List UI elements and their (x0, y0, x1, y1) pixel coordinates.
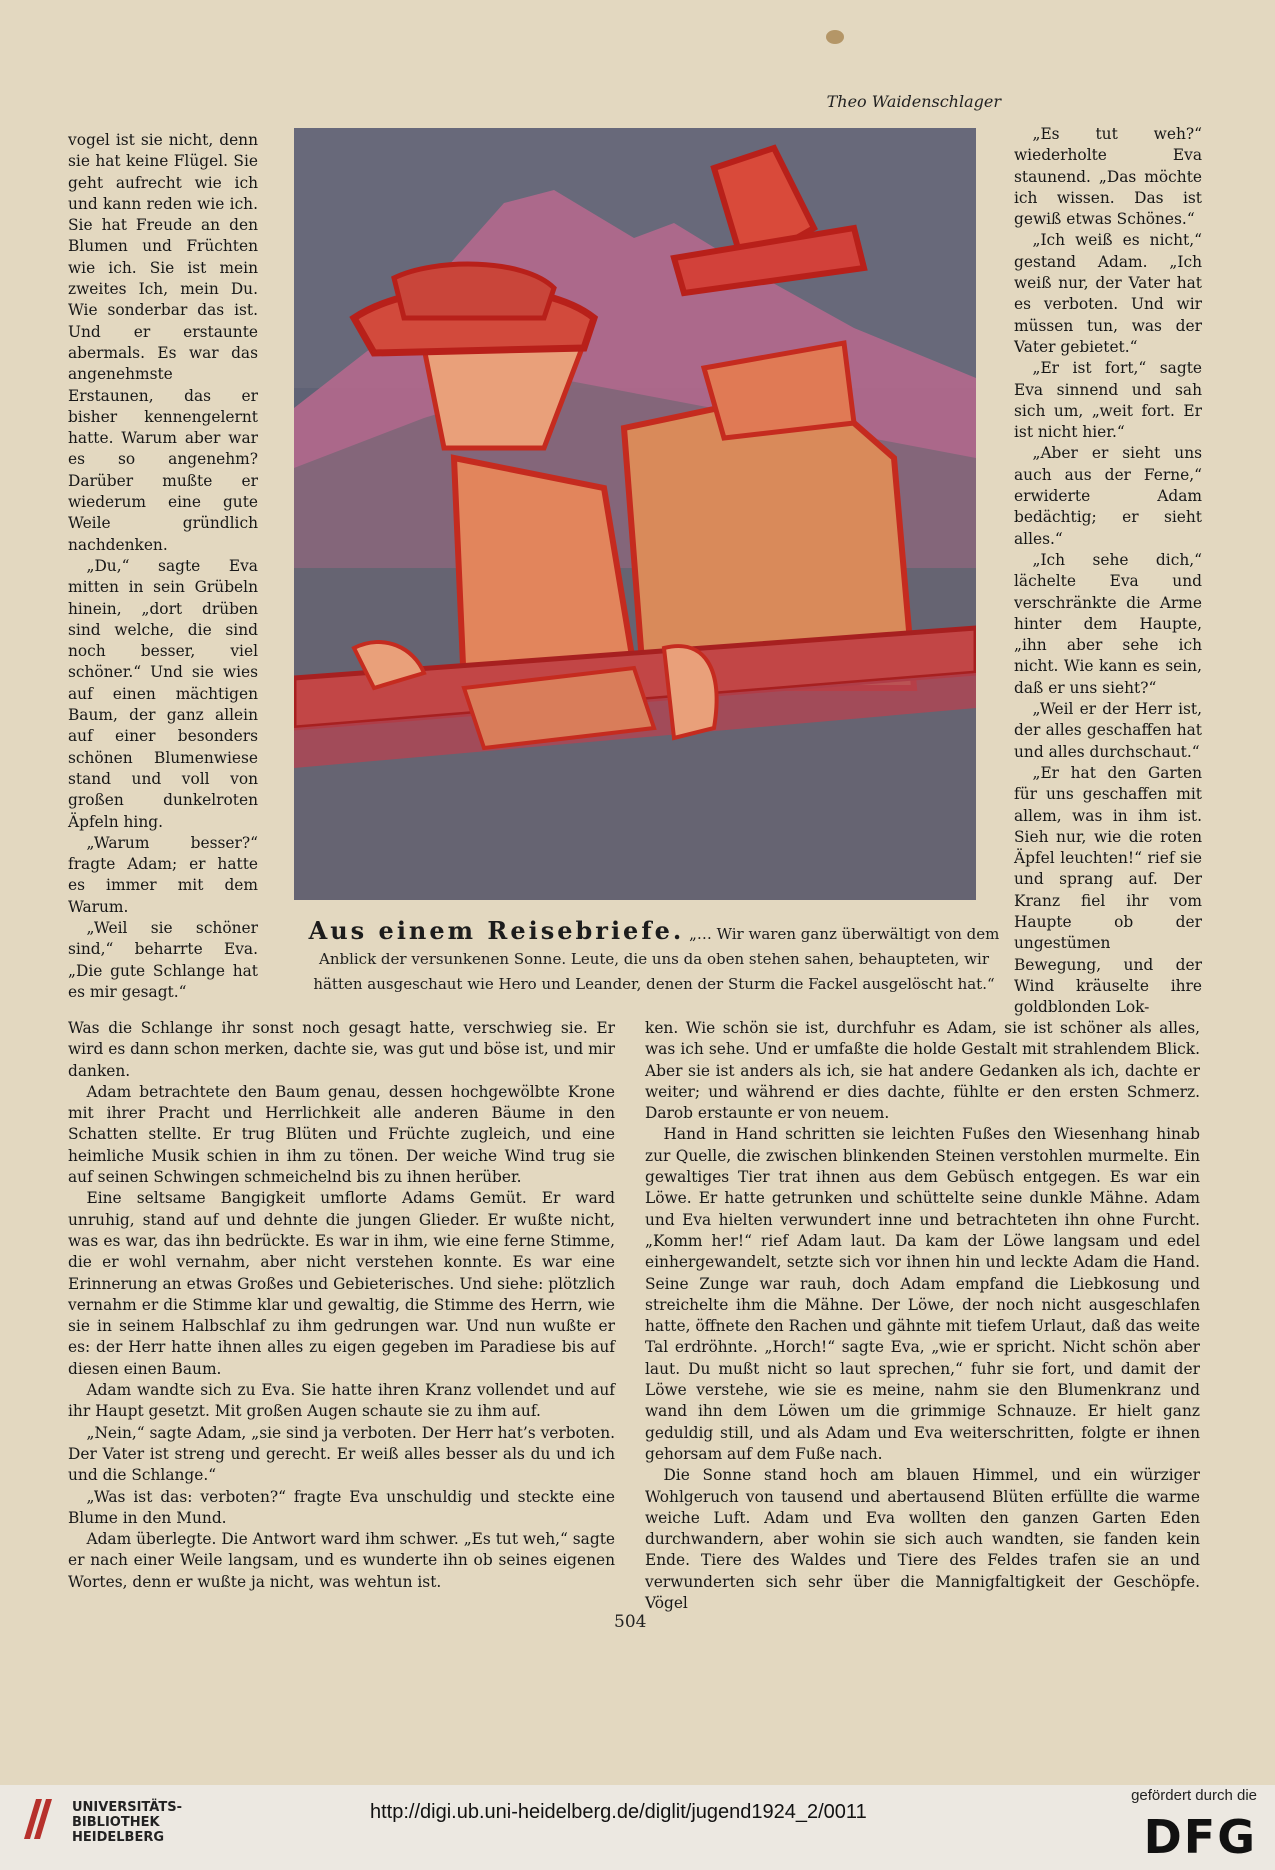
body-column-right (645, 1018, 1200, 1614)
paragraph: „Du,“ sagte Eva mitten in sein Grübeln hinein, „dort drüben sind welche, die sind noch besser, viel schöner.“ Und sie wies auf einen mächtigen Baum, der ganz allein auf einer besonders schönen Blumenwiese stand und voll von großen dunkelroten Äpfeln hing. (68, 556, 258, 831)
illustration-painting (294, 128, 976, 900)
paragraph: Eine seltsame Bangigkeit umflorte Adams Gemüt. Er ward unruhig, stand auf und dehnte die jungen Glieder. Er wußte nicht, was es war, das ihn bedrückte. Es war in ihm, wie eine ferne Stimme, die er wohl vernahm, aber nicht verstehen konnte. Es war eine Erinnerung an etwas Großes und Gebieterisches. Und siehe: plötzlich vernahm er die Stimme klar und gewaltig, die Stimme des Herrn, wie sie in seinem Halbschlaf zu ihm gedrungen war. Und nun wußte er es: der Herr hatte ihnen alles zu eigen gegeben im Paradiese bis auf diesen einen Baum. (68, 1189, 615, 1378)
paper-stain (826, 30, 844, 44)
paragraph: „Aber er sieht uns auch aus der Ferne,“ erwiderte Adam bedächtig; er sieht alles.“ (1014, 444, 1202, 548)
library-line: HEIDELBERG (72, 1830, 165, 1845)
paragraph: Adam überlegte. Die Antwort ward ihm schwer. „Es tut weh,“ sagte er nach einer Weile langsam, und es wunderte ihn ob seines eigenen Wortes, denn er wußte ja nicht, was wehtun ist. (68, 1530, 615, 1591)
dfg-logo[interactable]: DFG (1143, 1810, 1257, 1864)
paragraph: Die Sonne stand hoch am blauen Himmel, und ein würziger Wohlgeruch von tausend und abertausend Blüten erfüllte die warme weiche Luft. Adam und Eva wollten den ganzen Garten Eden durchwandern, aber wohin sie sich auch wandten, sie fanden kein Ende. Tiere des Waldes und Tiere des Feldes trafen sie an und verwunderten sich sehr über die Mannigfaltigkeit der Geschöpfe. Vögel (645, 1466, 1200, 1613)
paragraph: „Warum besser?“ fragte Adam; er hatte es immer mit dem Warum. (68, 833, 258, 916)
paragraph: „Nein,“ sagte Adam, „sie sind ja verboten. Der Herr hat’s verboten. Der Vater ist streng und gerecht. Er weiß alles besser als du und ich und die Schlange.“ (68, 1423, 615, 1485)
library-name[interactable] (72, 1800, 182, 1845)
source-url-link[interactable]: http://digi.ub.uni-heidelberg.de/diglit/jugend1924_2/0011 (370, 1801, 867, 1823)
funded-by-label: gefördert durch die (1131, 1787, 1257, 1804)
illustration-caption (294, 918, 1014, 997)
paragraph: „Er hat den Garten für uns geschaffen mit allem, was in ihm ist. Sieh nur, wie die roten Äpfel leuchten!“ rief sie und sprang auf. Der Kranz fiel ihr vom Haupte ob der ungestümen Bewegung, und der Wind kräuselte ihre goldblonden Lok- (1014, 763, 1202, 1017)
body-column-left (68, 1018, 615, 1593)
paragraph: „Weil sie schöner sind,“ beharrte Eva. „Die gute Schlange hat es mir gesagt.“ (68, 918, 258, 1001)
paragraph: ken. Wie schön sie ist, durchfuhr es Adam, sie ist schöner als alles, was ich sehe. Und er umfaßte die holde Gestalt mit strahlendem Blick. Aber sie ist anders als ich, sie hat andere Gedanken als ich, dachte er weiter; und während er dies dachte, fühlte er den ersten Schmerz. Darob erstaunte er von neuem. (645, 1019, 1200, 1123)
paragraph: vogel ist sie nicht, denn sie hat keine Flügel. Sie geht aufrecht wie ich und kann reden wie ich. Sie hat Freude an den Blumen und Früchten wie ich. Sie ist mein zweites Ich, mein Du. Wie sonderbar das ist. Und er erstaunte abermals. Es war das angenehmste Erstaunen, das er bisher kennengelernt hatte. Warum aber war es so angenehm? Darüber mußte er wiederum eine gute Weile gründlich nachdenken. (68, 131, 258, 554)
paragraph: „Ich weiß es nicht,“ gestand Adam. „Ich weiß nur, der Vater hat es verboten. Und wir müssen tun, was der Vater gebietet.“ (1014, 231, 1202, 356)
library-line: BIBLIOTHEK (72, 1815, 160, 1830)
paragraph: „Es tut weh?“ wiederholte Eva staunend. „Das möchte ich wissen. Das ist gewiß etwas Schönes.“ (1014, 125, 1202, 229)
library-line: UNIVERSITÄTS- (72, 1800, 182, 1815)
paragraph: Adam betrachtete den Baum genau, dessen hochgewölbte Krone mit ihrer Pracht und Herrlichkeit alle anderen Bäume in den Schatten stellte. Er trug Blüten und Früchte zugleich, und eine heimliche Musik schien in ihm zu tönen. Der weiche Wind trug sie auf seinen Schwingen schmeichelnd bis zu ihnen herüber. (68, 1082, 615, 1187)
artist-name: Theo Waidenschlager (826, 92, 1001, 111)
paragraph: „Weil er der Herr ist, der alles geschaffen hat und alles durchschaut.“ (1014, 700, 1202, 761)
paragraph: Was die Schlange ihr sonst noch gesagt hatte, verschwieg sie. Er wird es dann schon merken, dachte sie, was gut und böse ist, und mir danken. (68, 1019, 615, 1080)
illustration (294, 128, 976, 900)
paragraph: „Er ist fort,“ sagte Eva sinnend und sah sich um, „weit fort. Er ist nicht hier.“ (1014, 359, 1202, 442)
university-logo-icon[interactable] (18, 1793, 58, 1845)
column-right (1014, 124, 1202, 1018)
paragraph: „Was ist das: verboten?“ fragte Eva unschuldig und steckte eine Blume in den Mund. (68, 1487, 615, 1527)
column-left (68, 130, 258, 1003)
viewer-footer (0, 1785, 1275, 1870)
paragraph: Hand in Hand schritten sie leichten Fußes den Wiesenhang hinab zur Quelle, die zwischen blinkenden Steinen verstohlen murmelte. Ein gewaltiges Tier trat ihnen aus dem Gebüsch entgegen. Es war ein Löwe. Er hatte getrunken und schüttelte seine dunkle Mähne. Adam und Eva hielten verwundert inne und betrachteten ihn ohne Furcht. „Komm her!“ rief Adam laut. Da kam der Löwe langsam und edel einhergewandelt, setzte sich vor ihnen hin und leckte Adam die Hand. Seine Zunge war rauh, doch Adam empfand die Liebkosung und streichelte ihm die Mähne. Der Löwe, der noch nicht ausgeschlafen hatte, öffnete den Rachen und gähnte mit tiefem Urlaut, daß das weite Tal erdröhnte. „Horch!“ sagte Eva, „wie er spricht. Nicht schön aber laut. Du mußt nicht so laut sprechen,“ fuhr sie fort, und damit der Löwe verstehe, wie sie es meine, nahm sie den Blumenkranz und wand ihn dem Löwen um die grimmige Schnauze. Er hielt ganz geduldig still, und als Adam und Eva weiterschritten, folgte er ihnen gehorsam auf dem Fuße nach. (645, 1125, 1200, 1463)
page-number: 504 (614, 1612, 647, 1632)
caption-text: „… Wir waren ganz überwältigt von dem Anblick der versunkenen Sonne. Leute, die uns da oben stehen sahen, behaupteten, wir hätten ausgeschaut wie Hero und Leander, denen der Sturm die Fackel ausgelöscht hat.“ (313, 925, 1000, 993)
caption-title: Aus einem Reisebriefe. (308, 916, 685, 945)
paragraph: „Ich sehe dich,“ lächelte Eva und verschränkte die Arme hinter dem Haupte, „ihn aber sehe ich nicht. Wie kann es sein, daß er uns sieht?“ (1014, 550, 1202, 697)
paragraph: Adam wandte sich zu Eva. Sie hatte ihren Kranz vollendet und auf ihr Haupt gesetzt. Mit großen Augen schaute sie zu ihm auf. (68, 1381, 615, 1421)
